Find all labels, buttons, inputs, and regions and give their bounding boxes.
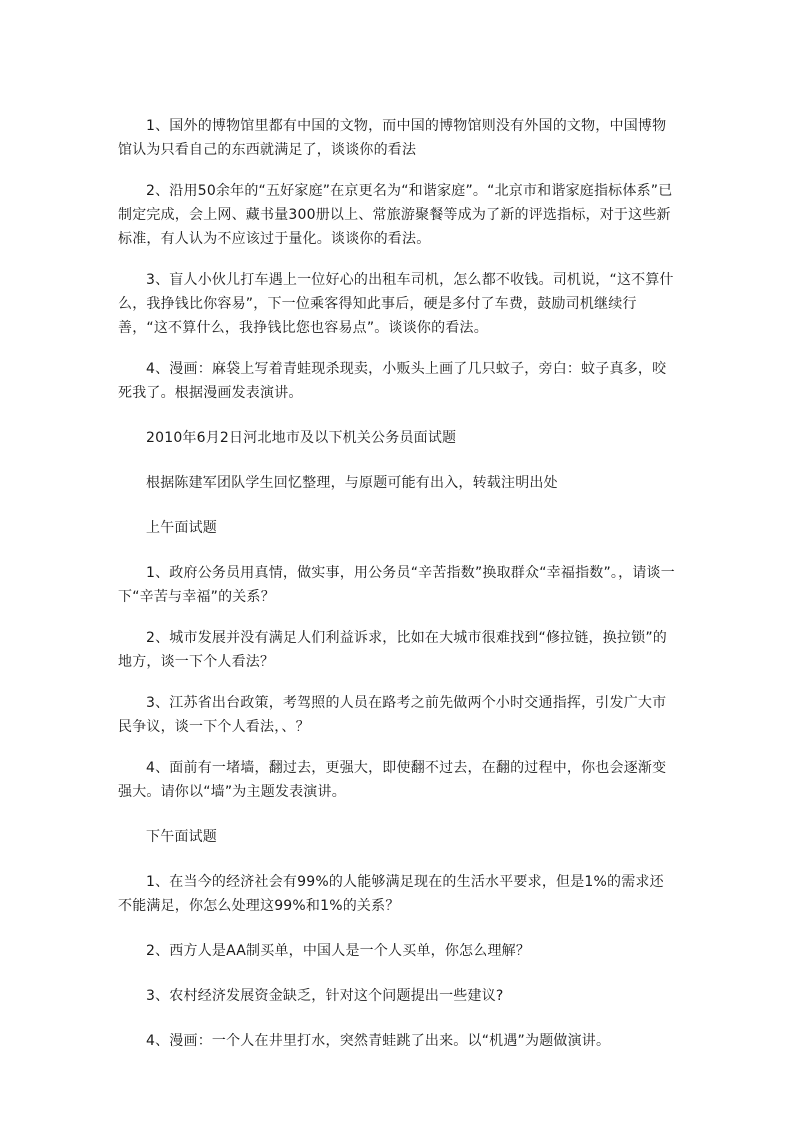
paragraph-question-2: 2、沿用50余年的“五好家庭”在京更名为“和谐家庭”。“北京市和谐家庭指标体系”已制定完成，会上网、藏书量300册以上、常旅游聚餐等成为了新的评选指标，对于这些新标准，有人认为不应该过于量化。谈谈你的看法。 (118, 183, 673, 247)
paragraph-afternoon-2: 2、西方人是AA制买单，中国人是一个人买单，你怎么理解？ (146, 943, 531, 959)
paragraph-question-4: 4、漫画：麻袋上写着青蛙现杀现卖，小贩头上画了几只蚊子，旁白：蚊子真多，咬死我了。根据漫画发表演讲。 (118, 361, 667, 401)
paragraph-morning-1: 1、政府公务员用真情，做实事，用公务员“辛苦指数”换取群众“幸福指数”。，请谈一下“辛苦与幸福”的关系？ (118, 565, 675, 605)
paragraph-question-3: 3、盲人小伙儿打车遇上一位好心的出租车司机，怎么都不收钱。司机说，“这不算什么，我挣钱比你容易”，下一位乘客得知此事后，硬是多付了车费，鼓励司机继续行善，“这不算什么，我挣钱比您也容易点”。谈谈你的看法。 (118, 272, 674, 336)
section-heading-afternoon: 下午面试题 (146, 829, 217, 845)
document-body (118, 114, 678, 1053)
paragraph-afternoon-3: 3、农村经济发展资金缺乏，针对这个问题提出一些建议? (146, 988, 504, 1004)
paragraph-afternoon-4: 4、漫画：一个人在井里打水，突然青蛙跳了出来。以“机遇”为题做演讲。 (146, 1033, 611, 1049)
section-title-exam: 2010年6月2日河北地市及以下机关公务员面试题 (146, 430, 457, 446)
source-note: 根据陈建军团队学生回忆整理，与原题可能有出入，转载注明出处 (146, 475, 558, 491)
paragraph-afternoon-1: 1、在当今的经济社会有99%的人能够满足现在的生活水平要求，但是1%的需求还不能满足，你怎么处理这99%和1%的关系？ (118, 874, 664, 914)
paragraph-question-1: 1、国外的博物馆里都有中国的文物，而中国的博物馆则没有外国的文物，中国博物馆认为只看自己的东西就满足了，谈谈你的看法 (118, 118, 667, 158)
paragraph-morning-2: 2、城市发展并没有满足人们利益诉求，比如在大城市很难找到“修拉链，换拉锁”的地方，谈一下个人看法？ (118, 630, 668, 670)
section-heading-morning: 上午面试题 (146, 520, 217, 536)
paragraph-morning-3: 3、江苏省出台政策，考驾照的人员在路考之前先做两个小时交通指挥，引发广大市民争议，谈一下个人看法，、？ (118, 695, 667, 735)
paragraph-morning-4: 4、面前有一堵墙，翻过去，更强大，即使翻不过去，在翻的过程中，你也会逐渐变强大。请你以“墙”为主题发表演讲。 (118, 760, 667, 800)
